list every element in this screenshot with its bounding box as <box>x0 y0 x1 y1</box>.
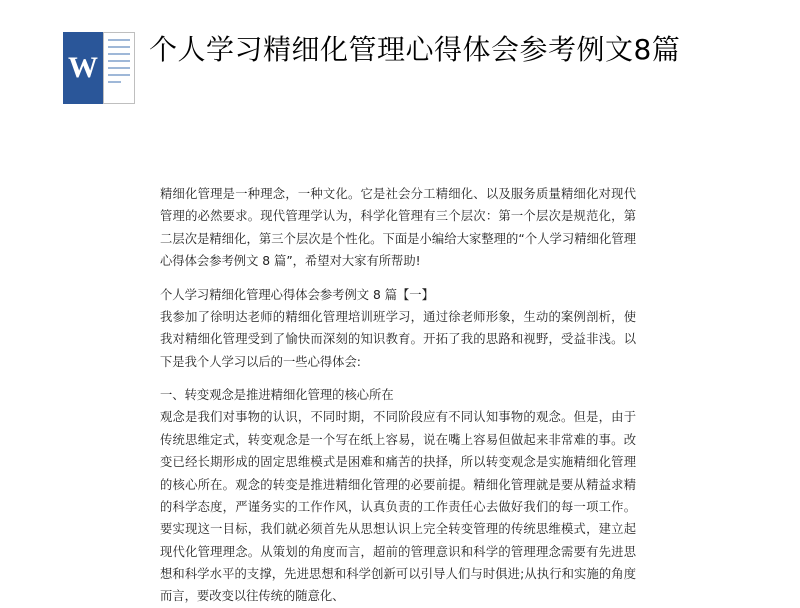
document-header <box>63 30 737 104</box>
paragraph-heading: 个人学习精细化管理心得体会参考例文 8 篇【一】 <box>160 287 434 302</box>
line <box>108 46 130 48</box>
line <box>108 67 130 69</box>
word-icon-badge <box>63 32 103 104</box>
line <box>108 39 130 41</box>
paragraph-heading: 一、转变观念是推进精细化管理的核心所在 <box>160 388 394 402</box>
line <box>108 81 121 83</box>
paragraph: 精细化管理是一种理念，一种文化。它是社会分工精细化、以及服务质量精细化对现代管理的必然要求。现代管理学认为，科学化管理有三个层次：第一个层次是规范化，第二层次是精细化，第三个层次是个性化。下面是小编给大家整理的“个人学习精细化管理心得体会参考例文 8 篇”，希望对大家有所帮助! <box>160 187 636 269</box>
paragraph: 我参加了徐明达老师的精细化管理培训班学习，通过徐老师形象，生动的案例剖析，使我对精细化管理受到了愉快而深刻的知识教育。开拓了我的思路和视野，受益非浅。以下是我个人学习以后的一些心得体会: <box>160 309 636 369</box>
page-title: 个人学习精细化管理心得体会参考例文8篇 <box>149 33 681 66</box>
paragraph: 观念是我们对事物的认识，不同时期，不同阶段应有不同认知事物的观念。但是，由于传统思维定式，转变观念是一个写在纸上容易，说在嘴上容易但做起来非常难的事。改变已经长期形成的固定思维模式是困难和痛苦的抉择，所以转变观念是实施精细化管理的核心所在。观念的转变是推进精细化管理的必要前提。精细化管理就是要从精益求精的科学态度，严谨务实的工作作风，认真负责的工作责任心去做好我们的每一项工作。要实现这一目标，我们就必须首先从思想认识上完全转变管理的传统思维模式，建立起现代化管理理念。从策划的角度而言，超前的管理意识和科学的管理理念需要有先进思想和科学水平的支撑，先进思想和科学创新可以引导人们与时俱进;从执行和实施的角度而言，要改变以往传统的随意化、 <box>160 410 636 604</box>
line <box>108 74 130 76</box>
word-icon-letter: W <box>68 51 98 84</box>
word-icon-page-lines <box>103 32 135 104</box>
document-body <box>160 183 636 608</box>
line <box>108 60 130 62</box>
word-document-icon <box>63 32 135 104</box>
line <box>108 53 130 55</box>
